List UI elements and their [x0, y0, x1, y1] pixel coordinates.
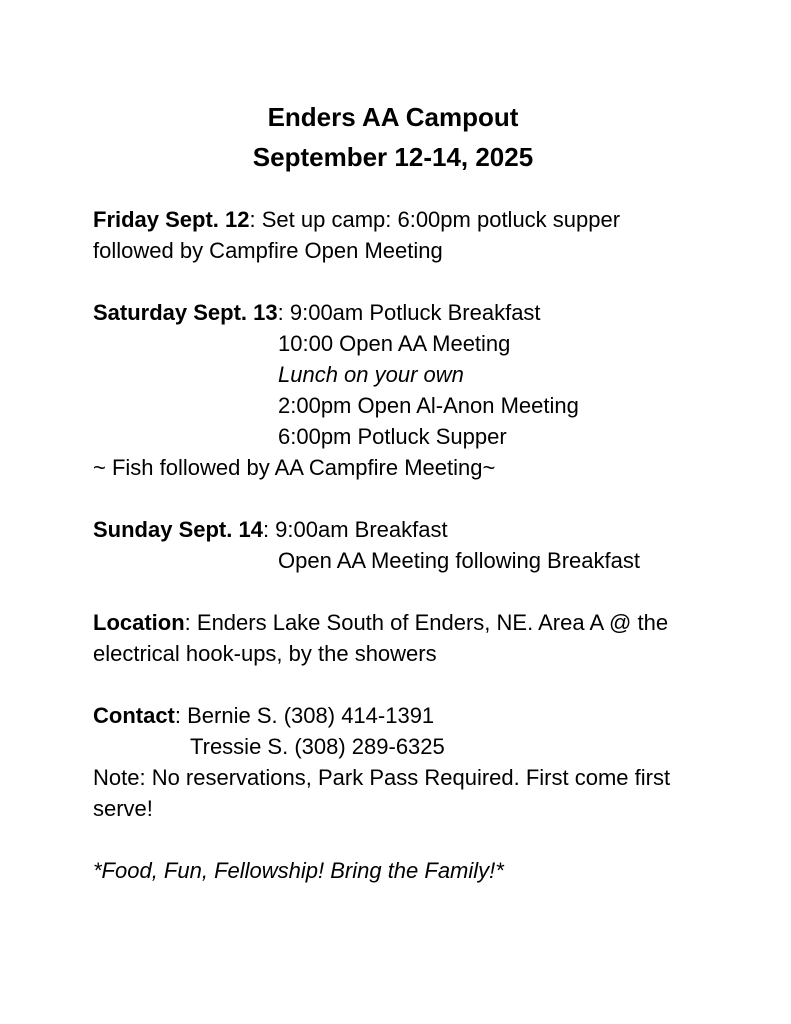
contact-phone-1: : Bernie S. (308) 414-1391 — [174, 703, 435, 728]
saturday-details: : 9:00am Potluck Breakfast — [277, 300, 541, 325]
contact-phone-2: Tressie S. (308) 289-6325 — [190, 734, 445, 759]
footer-tagline: *Food, Fun, Fellowship! Bring the Family!* — [93, 858, 504, 883]
saturday-label: Saturday Sept. 13 — [93, 300, 278, 325]
saturday-heading-line — [93, 297, 693, 328]
fish-note: ~ Fish followed by AA Campfire Meeting~ — [93, 455, 496, 480]
friday-label: Friday Sept. 12 — [93, 207, 250, 232]
saturday-schedule-item-lunch: Lunch on your own — [278, 362, 464, 387]
saturday-section — [93, 297, 693, 483]
location-label: Location — [93, 610, 185, 635]
event-dates: September 12-14, 2025 — [252, 142, 534, 172]
contact-section — [93, 700, 693, 824]
sunday-details: : 9:00am Breakfast — [262, 517, 448, 542]
friday-section — [93, 204, 693, 266]
location-details: : Enders Lake South of Enders, NE. Area A @ the electrical hook-ups, by the showers — [93, 610, 669, 666]
friday-details: : Set up camp: 6:00pm potluck supper followed by Campfire Open Meeting — [93, 207, 621, 263]
contact-label: Contact — [93, 703, 175, 728]
sunday-schedule-item: Open AA Meeting following Breakfast — [278, 548, 640, 573]
sunday-section — [93, 514, 693, 576]
saturday-schedule-item: 2:00pm Open Al-Anon Meeting — [278, 393, 579, 418]
contact-heading-line — [93, 700, 693, 731]
saturday-schedule-item: 10:00 Open AA Meeting — [278, 331, 511, 356]
event-title: Enders AA Campout — [267, 102, 519, 132]
flyer-content — [93, 97, 693, 886]
reservation-note: Note: No reservations, Park Pass Required. First come first serve! — [93, 765, 671, 821]
sunday-heading-line — [93, 514, 693, 545]
location-section — [93, 607, 693, 669]
page-title — [93, 97, 693, 177]
saturday-schedule-item: 6:00pm Potluck Supper — [278, 424, 507, 449]
sunday-label: Sunday Sept. 14 — [93, 517, 263, 542]
